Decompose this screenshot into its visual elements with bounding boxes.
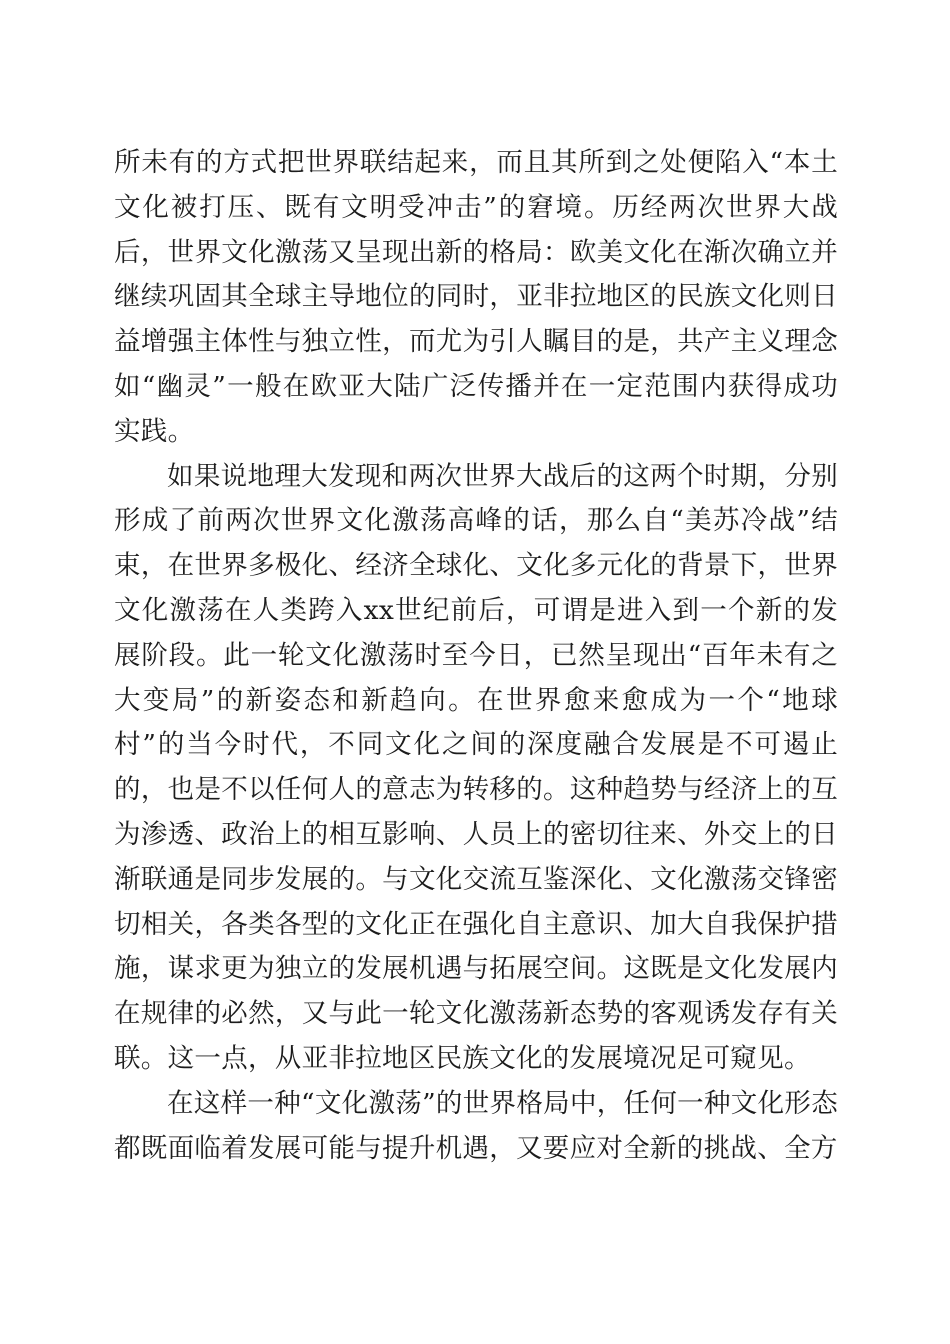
paragraph-cultural-surge-stages: 如果说地理大发现和两次世界大战后的这两个时期，分别形成了前两次世界文化激荡高峰的话，那么自“美苏冷战”结束，在世界多极化、经济全球化、文化多元化的背景下，世界文化激荡在人类跨入xx世纪前后，可谓是进入到一个新的发展阶段。此一轮文化激荡时至今日，已然呈现出“百年未有之大变局”的新姿态和新趋向。在世界愈来愈成为一个“地球村”的当今时代，不同文化之间的深度融合发展是不可遏止的，也是不以任何人的意志为转移的。这种趋势与经济上的互为渗透、政治上的相互影响、人员上的密切往来、外交上的日渐联通是同步发展的。与文化交流互鉴深化、文化激荡交锋密切相关，各类各型的文化正在强化自主意识、加大自我保护措施，谋求更为独立的发展机遇与拓展空间。这既是文化发展内在规律的必然，又与此一轮文化激荡新态势的客观诱发存有关联。这一点，从亚非拉地区民族文化的发展境况足可窥见。 [114,460,838,1074]
paragraph-continuation: 所未有的方式把世界联结起来，而且其所到之处便陷入“本土文化被打压、既有文明受冲击”的窘境。历经两次世界大战后，世界文化激荡又呈现出新的格局：欧美文化在渐次确立并继续巩固其全球主导地位的同时，亚非拉地区的民族文化则日益增强主体性与独立性，而尤为引人瞩目的是，共产主义理念如“幽灵”一般在欧亚大陆广泛传播并在一定范围内获得成功实践。 [114,147,838,447]
paragraph-world-pattern: 在这样一种“文化激荡”的世界格局中，任何一种文化形态都既面临着发展可能与提升机遇，又要应对全新的挑战、全方 [114,1087,838,1164]
document-text-block [114,141,838,1171]
